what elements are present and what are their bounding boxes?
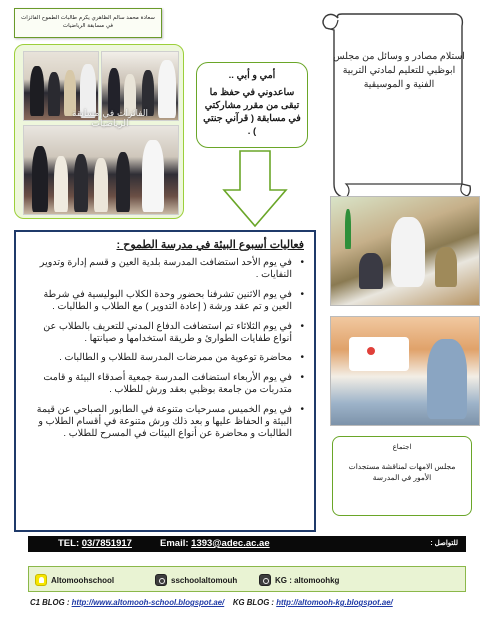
contact-phone — [58, 538, 132, 549]
social-item-snapchat[interactable] — [35, 574, 114, 586]
collage-banner: الفائزات في مسابقة الرياضيات — [72, 109, 148, 129]
planting-photo — [330, 196, 480, 306]
social-item-instagram-school[interactable] — [155, 574, 237, 586]
instagram-kg-handle: KG : altomoohkg — [275, 575, 340, 585]
meeting-note — [332, 436, 472, 516]
blog-links — [30, 598, 470, 607]
kg-blog-label: KG BLOG : — [232, 598, 275, 607]
instagram-icon — [155, 574, 167, 586]
activity-item: • في يوم الاثنين تشرفنا بحضور وحدة الكلاب البوليسية في شرطة العين و تم عقد ورشة ( إعادة التدوير ) مع الطلاب و الطالبات . — [24, 289, 304, 314]
instagram-icon — [259, 574, 271, 586]
kg-blog-link[interactable]: http://altomooh-kg.blogspot.ae/ — [276, 598, 393, 607]
activity-item: • في يوم الأحد استضافت المدرسة بلدية العين و قسم إدارة وتدوير النفايات . — [24, 257, 304, 282]
email-label: Email: — [160, 538, 189, 549]
email-address[interactable]: 1393@adec.ac.ae — [191, 538, 270, 549]
activities-list — [24, 257, 304, 441]
activities-panel — [14, 230, 316, 532]
parents-message — [196, 62, 308, 148]
contact-email — [160, 538, 270, 549]
activity-item: • في يوم الأربعاء استضافت المدرسة جمعية أصدقاء البيئة و قامت متدربات من جامعة بوظبي بعقد ورش للطلاب . — [24, 372, 304, 397]
snapchat-handle: Altomoohschool — [51, 575, 115, 585]
social-item-instagram-kg[interactable] — [259, 574, 339, 586]
photo-caption-text: سعادة محمد سالم الظاهري يكرم طالبات الطموح الفائزات في مسابقة الرياضيات — [21, 15, 155, 29]
social-links — [28, 566, 466, 592]
activity-item: • في يوم الخميس مسرحيات متنوعة في الطابور الصباحي عن قيمة البيئة و الحفاظ عليها و بعد ذلك ورش متنوعة في أقسام الطلاب و الطالبات و محاضرة عن أنواع البيئات في المسرح للطلاب . — [24, 404, 304, 441]
message-body: ساعدوني في حفظ ما تبقى من مقرر مشاركتي في مسابقة ( قرآني جنتي ) . — [203, 87, 301, 137]
activity-item: • في يوم الثلاثاء تم استضافت الدفاع المدني للتعريف بالطلاب عن أنواع طفايات الطوارئ و طريقة استخدامها و صيانتها . — [24, 321, 304, 346]
snapchat-icon — [35, 574, 47, 586]
phone-label: TEL: — [58, 538, 80, 549]
c1-blog-label: C1 BLOG : — [30, 598, 70, 607]
photo-caption — [14, 8, 162, 38]
meeting-title: اجتماع — [392, 444, 412, 451]
down-arrow-icon — [222, 150, 288, 228]
activities-title: فعاليات أسبوع البيئة في مدرسة الطموح : — [116, 239, 304, 251]
instagram-school-handle: sschoolaltomouh — [171, 575, 238, 585]
activity-item: • محاضرة توعوية من ممرضات المدرسة للطلاب و الطالبات . — [24, 352, 304, 364]
scroll-note: استلام مصادر و وسائل من مجلس ابوظبي للتعليم لمادتي التربية الفنية و الموسيقية — [333, 51, 465, 90]
contact-label: للتواصل : — [430, 540, 458, 547]
c1-blog-link[interactable]: http://www.altomooh-school.blogspot.ae/ — [71, 598, 225, 607]
workshop-photo — [330, 316, 480, 426]
collage-photo-3 — [23, 125, 179, 215]
meeting-body: مجلس الامهات لمناقشة مستجدات الأمور في المدرسة — [348, 462, 456, 482]
contact-bar — [28, 536, 466, 552]
message-salute: أمي و أبي .. — [228, 70, 276, 81]
phone-number[interactable]: 03/7851917 — [81, 538, 132, 549]
photo-collage — [14, 44, 184, 219]
